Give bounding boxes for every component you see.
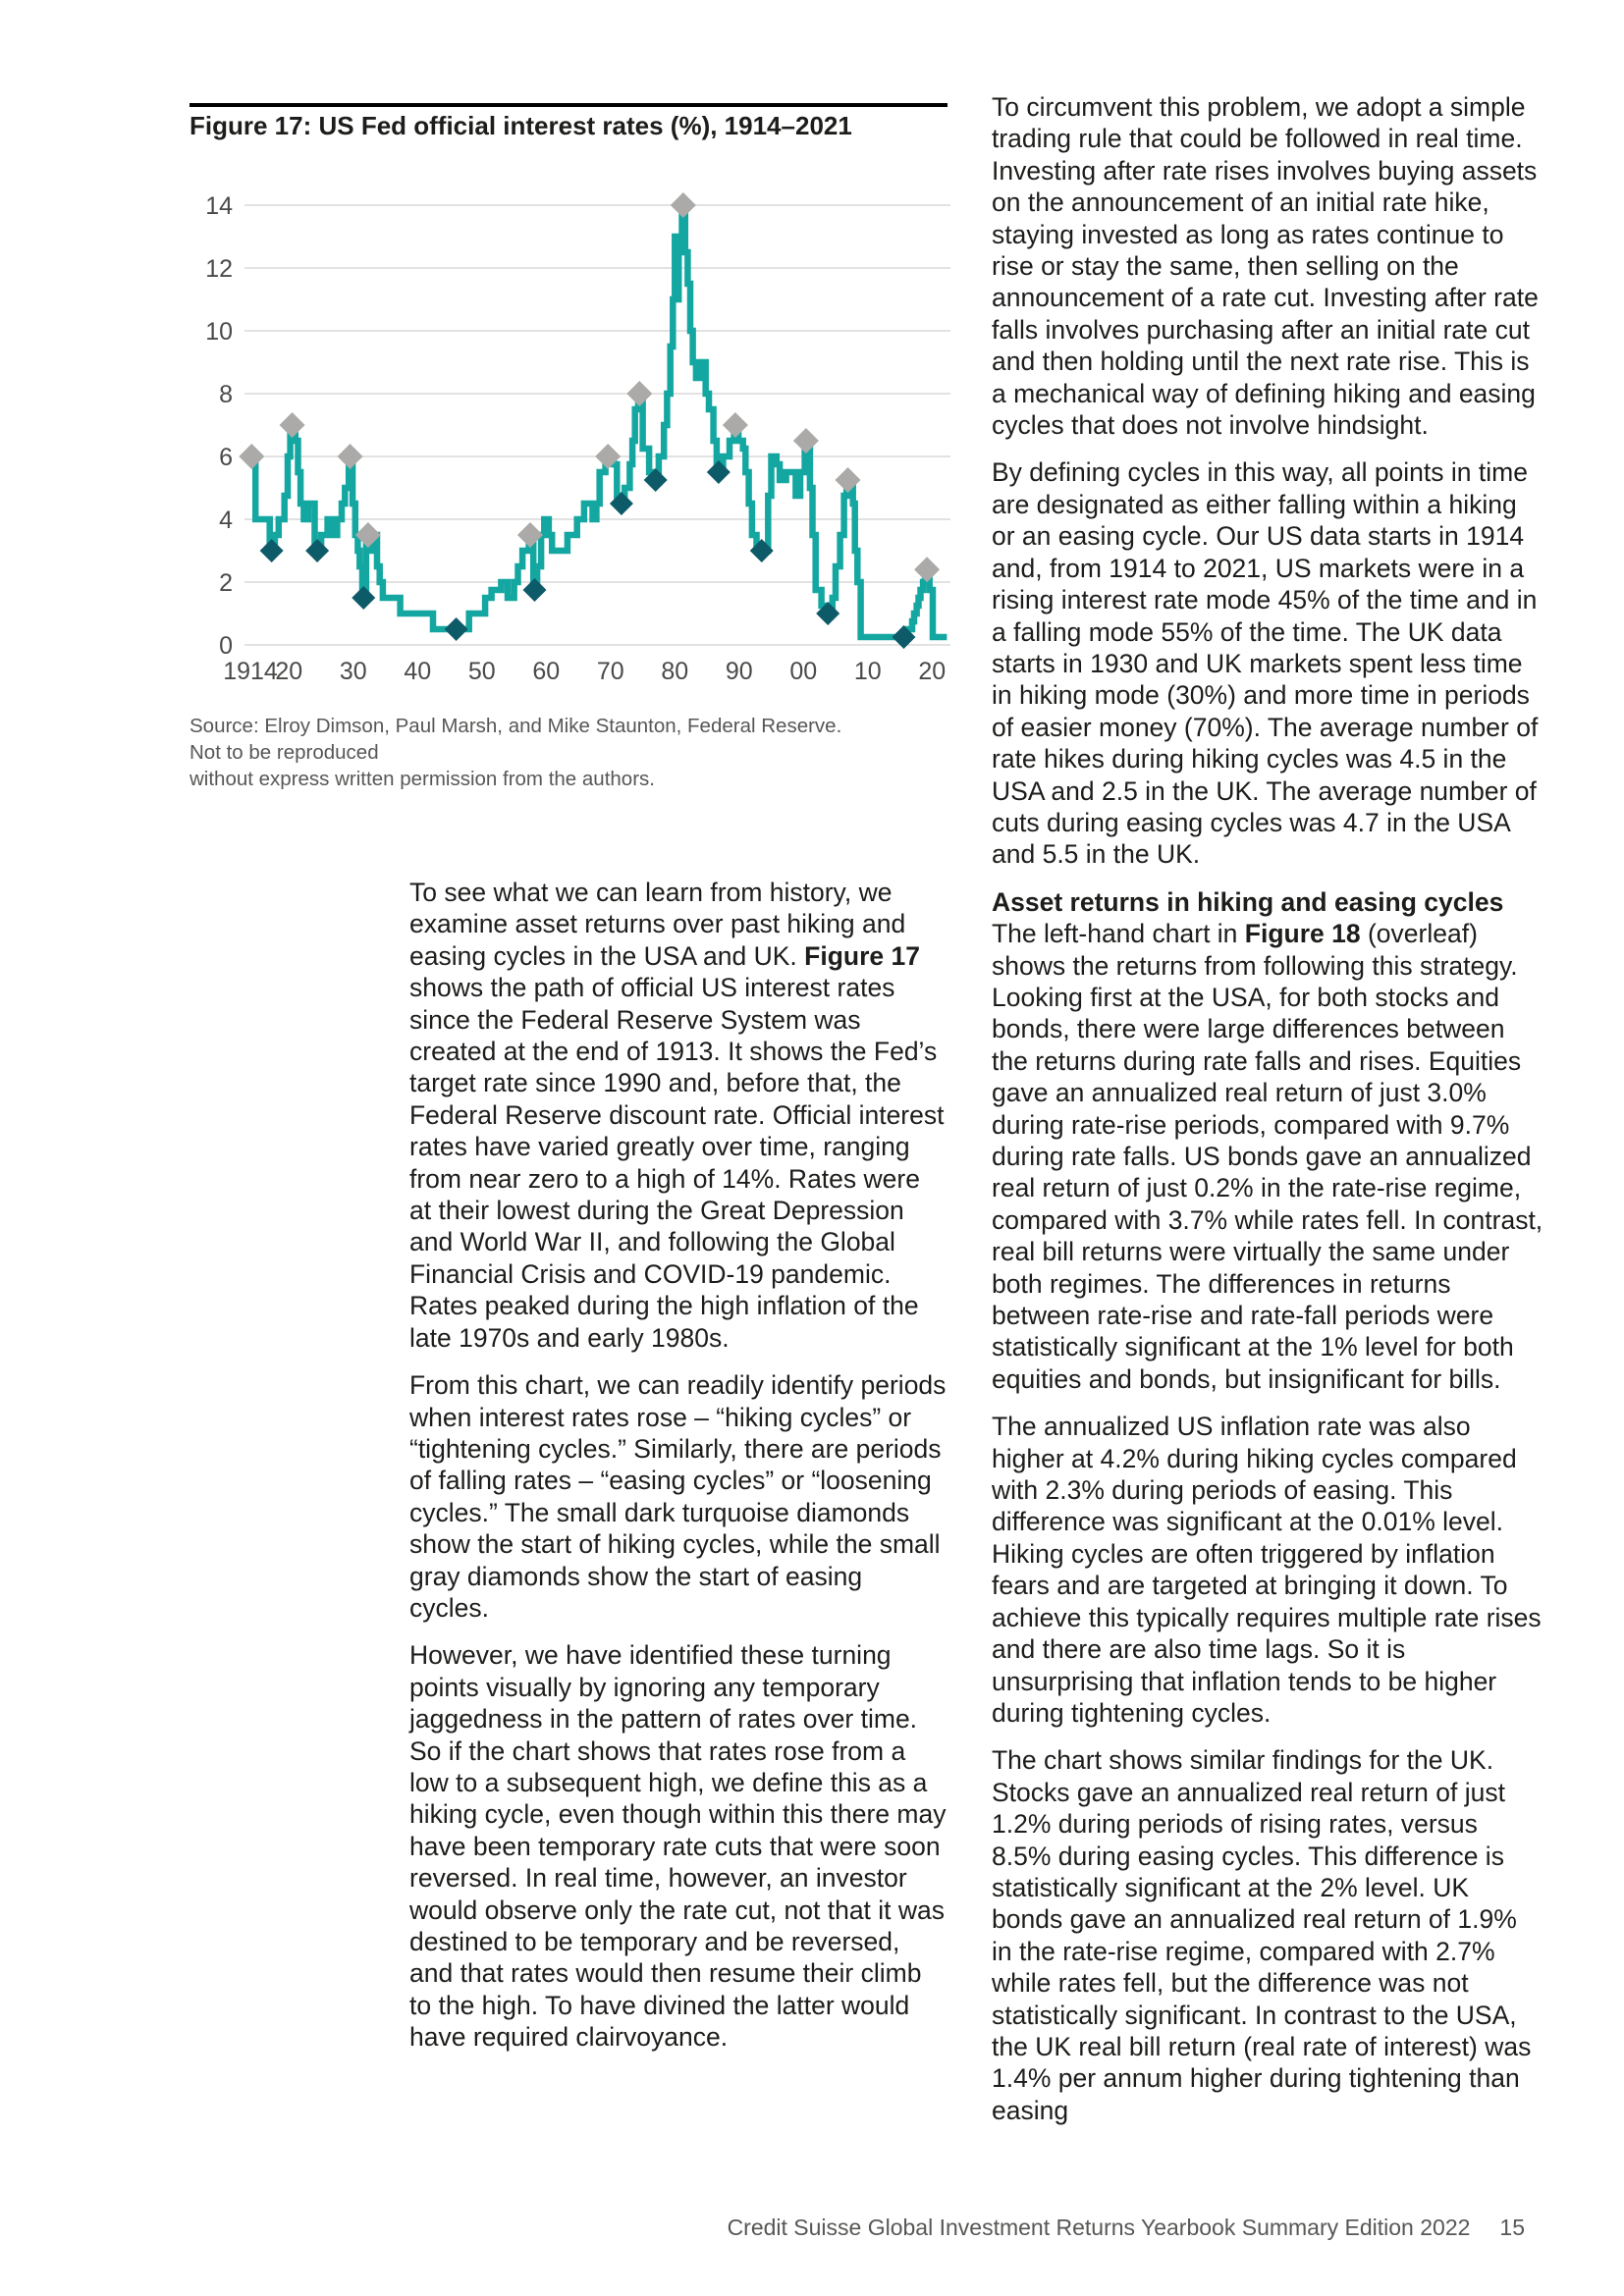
figure-top-rule [189, 103, 947, 107]
page-footer [728, 2215, 1525, 2241]
y-axis-tick-label: 0 [219, 632, 233, 660]
easing-cycle-start-marker [914, 557, 940, 582]
text-run: shows the path of official US interest rates since the Federal Reserve System was created at the end of 1913. It shows the Fed’s target rate since 1990 and, before that, the Federal Reserve discount rate. Official interest rates have varied greatly over time, ranging from near zero to a high of 14%. Rates were at their lowest during the Great Depression and World War II, and following the Global Financial Crisis and COVID-19 pandemic. Rates peaked during the high inflation of the late 1970s and early 1980s. [409, 973, 945, 1353]
easing-cycle-start-marker [239, 444, 264, 469]
hiking-cycle-start-marker [707, 460, 731, 484]
x-axis-tick-label: 60 [532, 658, 561, 685]
body-paragraph [992, 1411, 1543, 1729]
x-axis-tick-label: 1914 [223, 658, 278, 685]
bold-text-run: Figure 18 [1244, 919, 1361, 949]
easing-cycle-start-marker [723, 412, 748, 438]
y-axis-tick-label: 4 [219, 507, 233, 534]
hiking-cycle-start-marker [305, 539, 329, 562]
x-axis-tick-label: 50 [467, 658, 496, 685]
hiking-cycle-start-marker [260, 539, 284, 562]
x-axis-tick-label: 10 [853, 658, 882, 685]
x-axis-tick-label: 90 [725, 658, 753, 685]
text-run: By defining cycles in this way, all points in time are designated as either falling within a hiking or an easing cycle. Our US data starts in 1914 and, from 1914 to 2021, US markets were in a rising interest rate mode 45% of the time and in a falling mode 55% of the time. The UK data starts in 1930 and UK markets spent less time in hiking mode (30%) and more time in periods of easier money (70%). The average number of rate hikes during hiking cycles was 4.5 in the USA and 2.5 in the UK. The average number of cuts during easing cycles was 4.7 in the USA and 5.5 in the UK. [992, 457, 1539, 870]
text-run: The left-hand chart in [992, 919, 1245, 949]
text-run: To circumvent this problem, we adopt a simple trading rule that could be followed in real time. Investing after rate rises involves buying assets on the announcement of an initial rate hike, staying invested as long as rates continue to rise or stay the same, then selling on the announcement of a rate cut. Investing after rate falls involves purchasing after an initial rate cut and then holding until the next rate rise. This is a mechanical way of defining hiking and easing cycles that does not involve hindsight. [992, 92, 1539, 441]
body-paragraph [409, 1369, 947, 1624]
x-axis-tick-label: 40 [404, 658, 432, 685]
easing-cycle-start-marker [671, 192, 696, 218]
hiking-cycle-start-marker [610, 492, 633, 515]
x-axis-tick-label: 80 [661, 658, 689, 685]
text-run: (overleaf) shows the returns from following this strategy. Looking first at the USA, for both stocks and bonds, there were large differences between the returns during rate falls and rises. Equities gave an annualized real return of just 3.0% during rate-rise periods, compared with 9.7% during rate falls. US bonds gave an annualized real return of just 0.2% in the rate-rise regime, compared with 3.7% while rates fell. In contrast, real bill returns were virtually the same under both regimes. The differences in returns between rate-rise and rate-fall periods were statistically significant at the 1% level for both equities and bonds, but insignificant for bills. [992, 919, 1543, 1394]
text-run: However, we have identified these turning points visually by ignoring any temporary jaggedness in the pattern of rates over time. So if the chart shows that rates rose from a low to a subsequent high, we define this as a hiking cycle, even though within this there may have been temporary rate cuts that were soon reversed. In real time, however, an investor would observe only the rate cut, not that it was destined to be temporary and be reversed, and that rates would then resume their climb to the high. To have divined the latter would have required clairvoyance. [409, 1640, 947, 2053]
text-run: To see what we can learn from history, we examine asset returns over past hiking and easing cycles in the USA and UK. [409, 878, 906, 971]
y-axis-tick-label: 12 [205, 255, 233, 283]
page-number: 15 [1499, 2215, 1525, 2240]
footer-text: Credit Suisse Global Investment Returns Yearbook Summary Edition 2022 [727, 2215, 1471, 2240]
figure-title: Figure 17: US Fed official interest rates (%), 1914–2021 [189, 111, 852, 140]
x-axis-tick-label: 00 [789, 658, 818, 685]
text-run: The annualized US inflation rate was also higher at 4.2% during hiking cycles compared with 2.3% during periods of easing. This difference was significant at the 0.01% level. Hiking cycles are often triggered by inflation fears and are targeted at bringing it down. To achieve this typically requires multiple rate rises and there are also time lags. So it is unsurprising that inflation tends to be higher during tightening cycles. [992, 1412, 1542, 1728]
body-paragraph [992, 1744, 1543, 2126]
body-paragraph [992, 91, 1543, 441]
easing-cycle-start-marker [793, 428, 819, 454]
interest-rate-chart [189, 157, 965, 692]
hiking-cycle-start-marker [352, 586, 375, 610]
easing-cycle-start-marker [280, 412, 305, 438]
x-axis-tick-label: 20 [275, 658, 303, 685]
easing-cycle-start-marker [338, 444, 363, 469]
y-axis-tick-label: 2 [219, 569, 233, 597]
body-paragraph [409, 1639, 947, 2053]
y-axis-tick-label: 10 [205, 318, 233, 346]
body-paragraph [409, 877, 947, 1354]
text-run: The chart shows similar findings for the UK. Stocks gave an annualized real return of just 1.2% during periods of rising rates, versus 8.5% during easing cycles. This difference is statistically significant at the 2% level. UK bonds gave an annualized real return of 1.9% in the rate-rise regime, compared with 2.7% while rates fell, but the difference was not statistically significant. In contrast to the USA, the UK real bill return (real rate of interest) was 1.4% per annum higher during tightening than easing [992, 1745, 1532, 2125]
y-axis-tick-label: 6 [219, 444, 233, 471]
right-column [992, 91, 1543, 2142]
bold-text-run: Figure 17 [804, 940, 920, 971]
x-axis-tick-label: 20 [918, 658, 947, 685]
easing-cycle-start-marker [626, 381, 652, 406]
body-paragraph [992, 456, 1543, 870]
easing-cycle-start-marker [835, 467, 860, 493]
figure-source-note [189, 713, 877, 792]
x-axis-tick-label: 30 [339, 658, 367, 685]
text-run: From this chart, we can readily identify periods when interest rates rose – “hiking cycles” or “tightening cycles.” Similarly, there are periods of falling rates – “easing cycles” or “loosening cycles.” The small dark turquoise diamonds show the start of hiking cycles, while the small gray diamonds show the start of easing cycles. [409, 1370, 947, 1623]
y-axis-tick-label: 14 [205, 192, 233, 220]
middle-column [409, 877, 947, 2069]
section-heading: Asset returns in hiking and easing cycles [992, 886, 1504, 917]
rate-step-line [250, 205, 947, 637]
y-axis-tick-label: 8 [219, 381, 233, 408]
hiking-cycle-start-marker [445, 617, 468, 641]
source-line-1: Source: Elroy Dimson, Paul Marsh, and Mike Staunton, Federal Reserve. Not to be reproduced [189, 715, 842, 764]
body-paragraph [992, 918, 1543, 1395]
source-line-2: without express written permission from the authors. [189, 768, 655, 790]
x-axis-tick-label: 70 [596, 658, 624, 685]
